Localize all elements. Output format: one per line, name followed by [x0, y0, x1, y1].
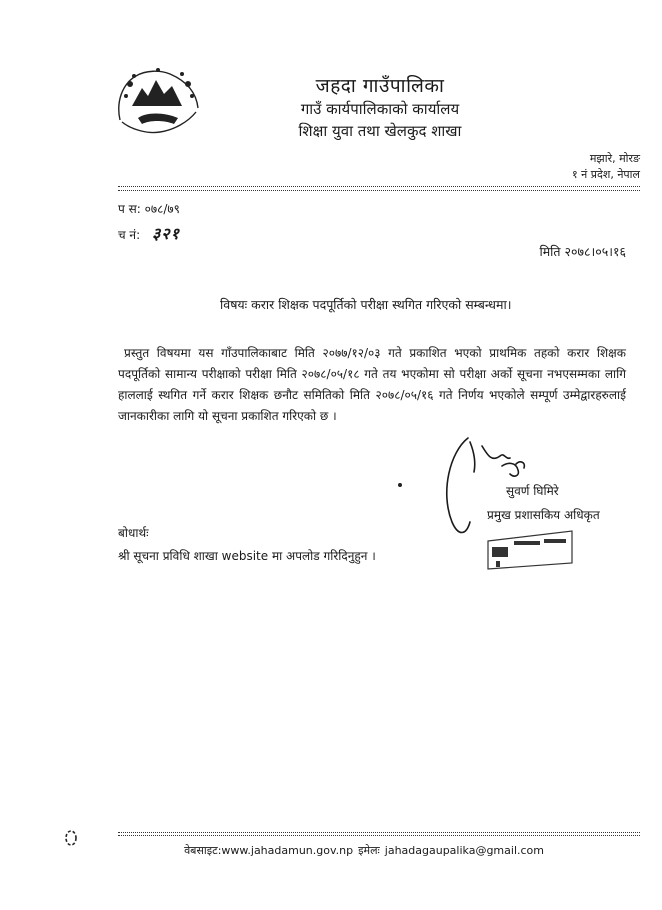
patra-sankhya: प स: ०७८/७९ [118, 202, 180, 216]
chalani-label: च नं: [118, 228, 141, 242]
chalani-number [118, 222, 180, 244]
footer-contact [184, 843, 544, 858]
website-link[interactable]: www.jahadamun.gov.np [221, 844, 354, 857]
official-stamp [484, 527, 576, 571]
address-line-1: मझारे, मोरङ [589, 152, 640, 165]
signatory-name: सुवर्ण घिमिरे [506, 484, 559, 498]
punch-hole-icon [64, 829, 78, 847]
ink-dot [398, 483, 402, 487]
letter-date: मिति २०७८।०५।१६ [539, 244, 626, 259]
website-label: वेबसाइट: [184, 844, 222, 857]
address-line-2: १ नं प्रदेश, नेपाल [571, 168, 640, 181]
letter-body: प्रस्तुत विषयमा यस गाँउपालिकाबाट मिति २०७७/१२/०३ गते प्रकाशित भएको प्राथमिक तहको करार शिक्षक पदपूर्तिको सामान्य परीक्षाको परीक्षा मिति २०७८/०५/१८ गते तय भएकोमा सो परीक्षा अर्को सूचना नभएसम्मका लागि हाललाई स्थगित गर्ने करार शिक्षक छनौट समितिको मिति २०७८/०५/१६ गते निर्णय भएकोले सम्पूर्ण उम्मेद्वारहरुलाई जानकारीका लागि यो सूचना प्रकाशित गरिएको छ । [118, 346, 626, 423]
email-label: इमेलः [358, 844, 380, 857]
branch-name: शिक्षा युवा तथा खेलकुद शाखा [298, 122, 462, 140]
signatory-title: प्रमुख प्रशासकिय अधिकृत [487, 508, 600, 522]
footer-divider [118, 832, 640, 833]
municipality-name: जहदा गाउँपालिका [315, 75, 445, 97]
chalani-handwritten-number: ३२१ [151, 224, 180, 243]
bodharth-line: श्री सूचना प्रविधि शाखा website मा अपलोड गरिदिनुहुन । [118, 549, 376, 563]
footer-divider-2 [118, 835, 640, 836]
nepal-emblem-logo [112, 62, 204, 142]
bodharth-label: बोधार्थः [118, 526, 149, 540]
header-divider [118, 186, 640, 187]
letter-subject: विषयः करार शिक्षक पदपूर्तिको परीक्षा स्थगित गरिएको सम्बन्धमा। [220, 297, 512, 312]
email-link[interactable]: jahadagaupalika@gmail.com [384, 844, 544, 857]
header-divider-2 [118, 190, 640, 191]
office-name: गाउँ कार्यपालिकाको कार्यालय [300, 100, 460, 118]
